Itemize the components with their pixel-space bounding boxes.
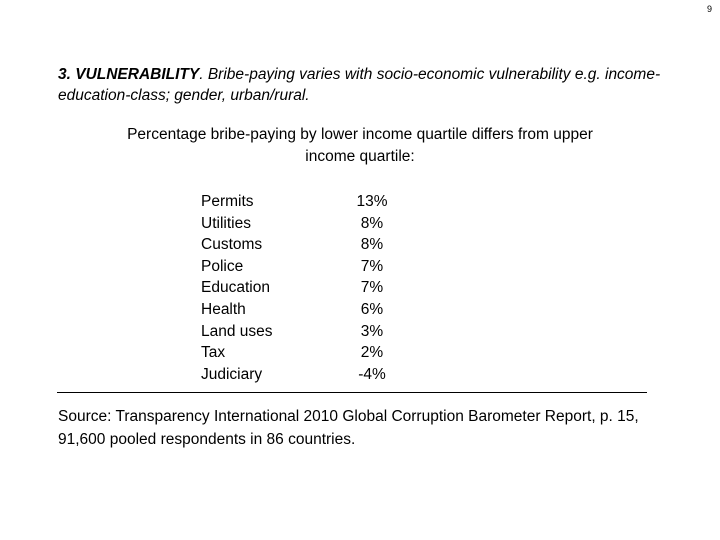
bribe-rate-table [201,191,397,385]
table-row [201,321,397,343]
sector-label: Education [201,279,270,297]
sector-label: Permits [201,193,254,210]
table-row [201,256,397,278]
sector-label: Judiciary [201,365,263,383]
sector-label: Health [201,300,246,318]
sector-value: 8% [360,236,384,254]
sector-label: Tax [201,344,226,362]
table-row [201,342,397,364]
table-row [201,191,397,213]
sector-value: 8% [360,214,384,232]
source-note: Source: Transparency International 2010 Global Corruption Barometer Report, p. 15, 91,600 pooled respondents in 86 countries. [58,408,639,448]
section-heading-lead: 3. VULNERABILITY [58,66,200,83]
sector-value: 7% [360,279,384,297]
sector-label: Customs [201,236,263,254]
section-heading-body: . Bribe-paying varies with socio-economic vulnerability e.g. income-education-class; gender, urban/rural. [58,66,661,104]
section-heading [58,64,698,106]
table-intro: Percentage bribe-paying by lower income quartile differs from upper income quartile: [127,126,593,165]
sector-value: 2% [360,344,384,362]
sector-value: 3% [360,322,384,340]
sector-value: 6% [360,300,384,318]
table-row [201,277,397,299]
divider-line [57,392,647,393]
sector-value: -4% [358,365,386,383]
table-row [201,213,397,235]
table-row [201,299,397,321]
sector-label: Land uses [201,322,273,340]
sector-value: 7% [360,257,384,275]
page-number: 9 [706,4,712,14]
table-row [201,364,397,386]
sector-label: Police [201,257,244,275]
table-row [201,234,397,256]
sector-label: Utilities [201,214,251,232]
sector-value: 13% [356,193,388,210]
